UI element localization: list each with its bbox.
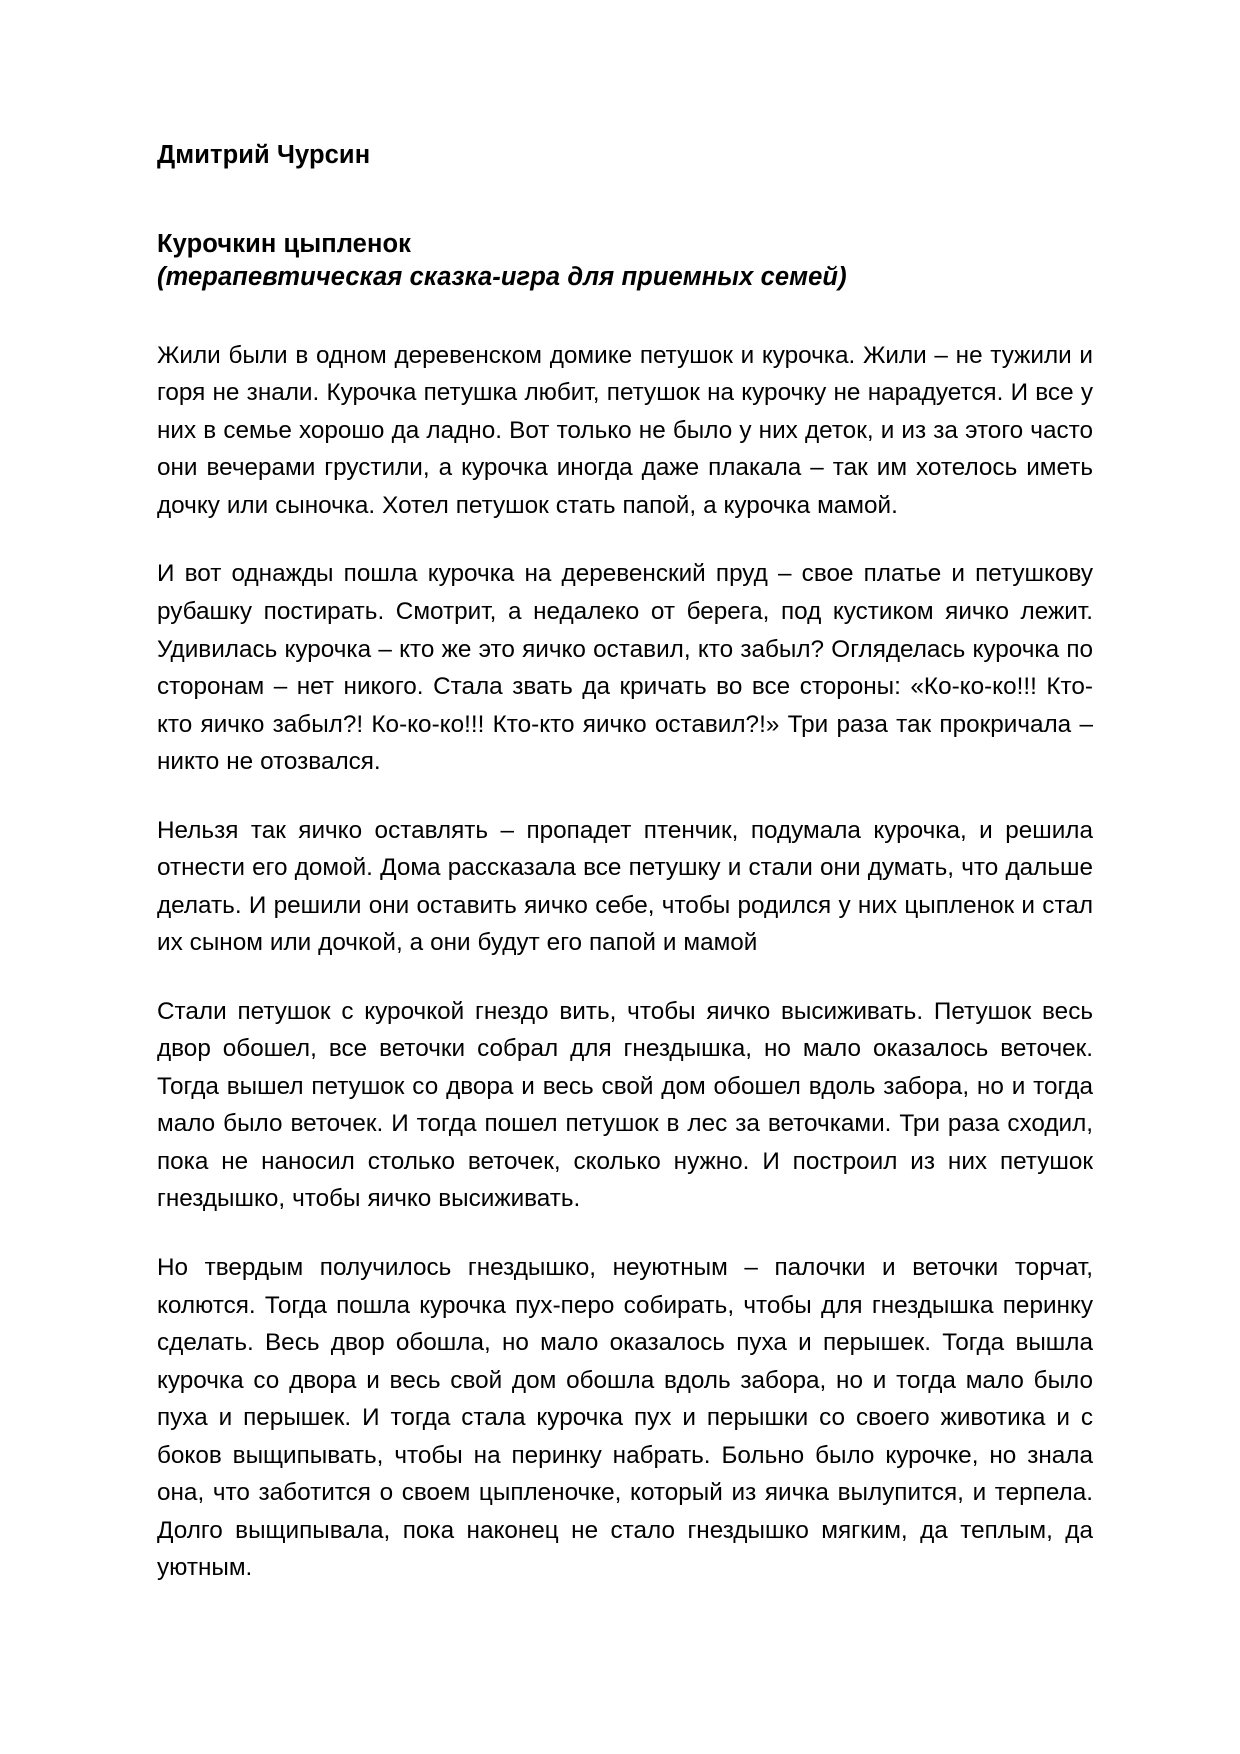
document-title: Курочкин цыпленок bbox=[157, 229, 411, 258]
body-paragraph: Но твердым получилось гнездышко, неуютным – палочки и веточки торчат, колются. Тогда пошла курочка пух-перо собирать, чтобы для гнездышка перинку сделать. Весь двор обошла, но мало оказалось пуха и перышек. Тогда вышла курочка со двора и весь свой дом обошла вдоль забора, но и тогда мало было пуха и перышек. И тогда стала курочка пух и перышки со своего животика и с боков выщипывать, чтобы на перинку набрать. Больно было курочке, но знала она, что заботится о своем цыпленочке, который из яичка вылупится, и терпела. Долго выщипывала, пока наконец не стало гнездышко мягким, да теплым, да уютным. bbox=[157, 1253, 1093, 1582]
document-body bbox=[157, 140, 1093, 1587]
body-paragraph: Стали петушок с курочкой гнездо вить, чтобы яичко высиживать. Петушок весь двор обошел, все веточки собрал для гнездышка, но мало оказалось веточек. Тогда вышел петушок со двора и весь свой дом обошел вдоль забора, но и тогда мало было веточек. И тогда пошел петушок в лес за веточками. Три раза сходил, пока не наносил столько веточек, сколько нужно. И построил из них петушок гнездышко, чтобы яичко высиживать. bbox=[157, 997, 1093, 1213]
body-paragraph: И вот однажды пошла курочка на деревенский пруд – свое платье и петушкову рубашку постирать. Смотрит, а недалеко от берега, под кустиком яичко лежит. Удивилась курочка – кто же это яичко оставил, кто забыл? Огляделась курочка по сторонам – нет никого. Стала звать да кричать во все стороны: «Ко-ко-ко!!! Кто-кто яичко забыл?! Ко-ко-ко!!! Кто-кто яичко оставил?!» Три раза так прокричала – никто не отозвался. bbox=[157, 560, 1093, 776]
body-paragraph: Жили были в одном деревенском домике петушок и курочка. Жили – не тужили и горя не знали. Курочка петушка любит, петушок на курочку не нарадуется. И все у них в семье хорошо да ладно. Вот только не было у них деток, и из за этого часто они вечерами грустили, а курочка иногда даже плакала – так им хотелось иметь дочку или сыночка. Хотел петушок стать папой, а курочка мамой. bbox=[157, 341, 1093, 519]
author-name: Дмитрий Чурсин bbox=[157, 141, 371, 169]
body-paragraph: Нельзя так яичко оставлять – пропадет птенчик, подумала курочка, и решила отнести его домой. Дома рассказала все петушку и стали они думать, что дальше делать. И решили они оставить яичко себе, чтобы родился у них цыпленок и стал их сыном или дочкой, а они будут его папой и мамой bbox=[157, 816, 1093, 957]
document-subtitle: (терапевтическая сказка-игра для приемных семей) bbox=[157, 262, 847, 291]
